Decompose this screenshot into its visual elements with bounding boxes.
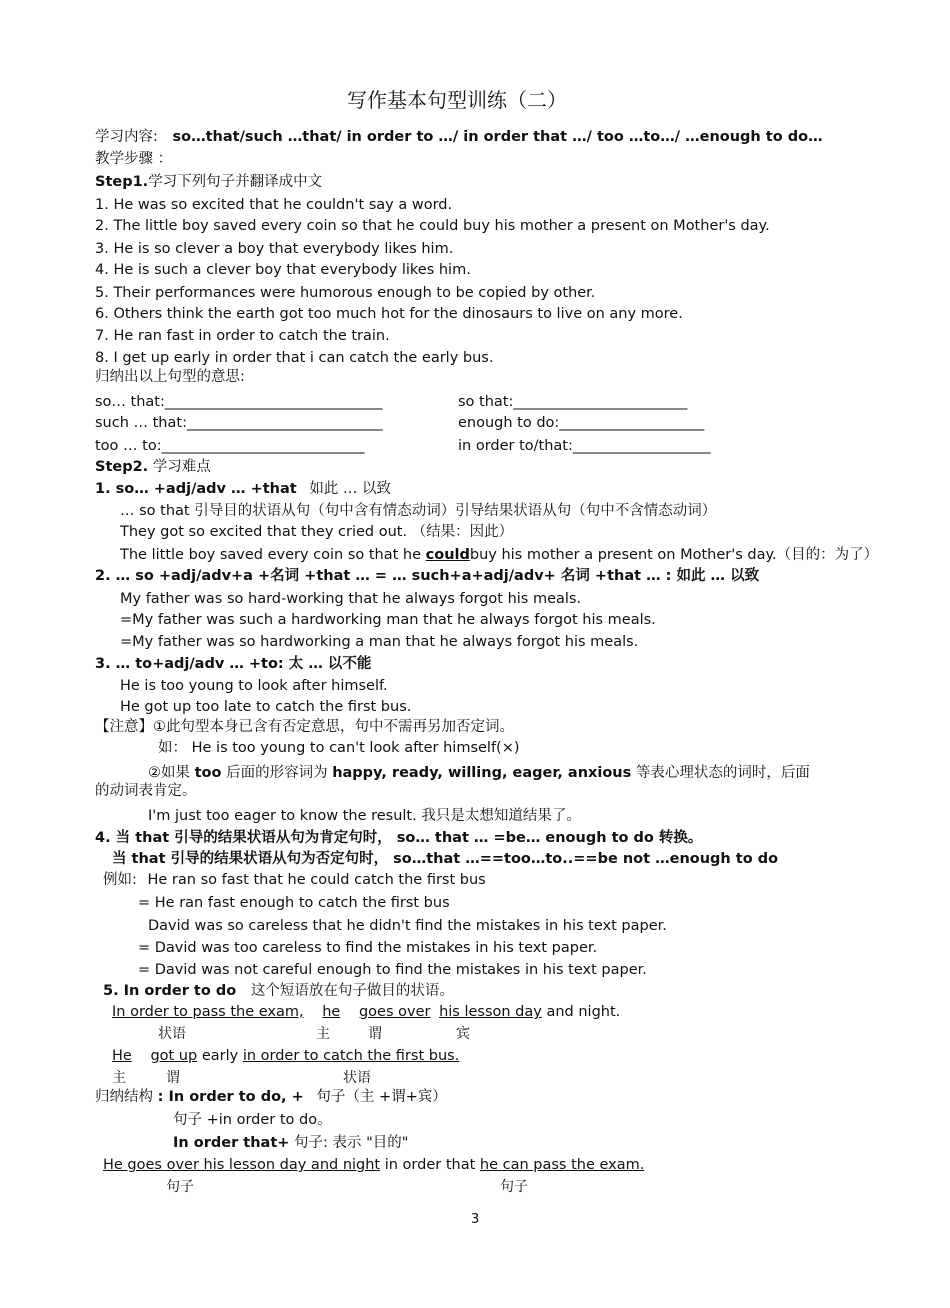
summary-label: 归纳出以上句型的意思: (95, 369, 245, 385)
role-label: 谓 (166, 1070, 180, 1086)
point1-note: … so that 引导目的状语从句（句中含有情态动词）引导结果状语从句（句中不含情态动词） (120, 503, 717, 519)
role-label: 主 (112, 1070, 126, 1086)
point2-example: =My father was such a hardworking man that he always forgot his meals. (120, 612, 656, 628)
blank-in-order-to: in order to/that:___________________ (458, 438, 711, 454)
blank-enough-to-do: enough to do:____________________ (458, 415, 705, 431)
point4-example: = David was too careless to find the mistakes in his text paper. (138, 940, 598, 956)
point5-heading: 5. In order to do 这个短语放在句子做目的状语。 (103, 983, 454, 999)
blank-so-that-purpose: so that:________________________ (458, 394, 688, 410)
point4-example: = He ran fast enough to catch the first bus (138, 895, 450, 911)
step1-sentence: 5. Their performances were humorous enough to be copied by other. (95, 285, 596, 301)
role-label: 句子 (166, 1179, 194, 1195)
step1-sentence: 7. He ran fast in order to catch the train. (95, 328, 390, 344)
step2-heading: Step2. 学习难点 (95, 459, 211, 475)
point2-example: My father was so hard-working that he always forgot his meals. (120, 591, 582, 607)
point3-note2: ②如果 too 后面的形容词为 happy, ready, willing, eager, anxious 等表心理状态的词时，后面 (148, 765, 810, 781)
step1-heading: Step1.学习下列句子并翻译成中文 (95, 174, 323, 190)
step1-sentence: 4. He is such a clever boy that everybody likes him. (95, 262, 471, 278)
blank-such-that: such … that:___________________________ (95, 415, 383, 431)
role-label: 宾 (456, 1026, 470, 1042)
point5-summary3: In order that+ 句子: 表示 "目的" (173, 1135, 409, 1151)
point3-note1-example: 如： He is too young to can't look after himself(×) (158, 740, 520, 756)
page-title: 写作基本句型训练（二） (347, 88, 567, 112)
content-items: so…that/such …that/ in order to …/ in order that …/ too …to…/ …enough to do… (172, 129, 823, 145)
role-label: 谓 (368, 1026, 382, 1042)
point4-example: = David was not careful enough to find the mistakes in his text paper. (138, 962, 647, 978)
blank-so-that-result: so… that:______________________________ (95, 394, 383, 410)
steps-label: 教学步骤 ： (95, 151, 173, 167)
role-label: 状语 (343, 1070, 371, 1086)
point3-note2-cont: 的动词表肯定。 (95, 783, 197, 799)
step1-sentence: 1. He was so excited that he couldn't say a word. (95, 197, 453, 213)
step1-sentence: 3. He is so clever a boy that everybody likes him. (95, 241, 454, 257)
point1-heading: 1. so… +adj/adv … +that 如此 … 以致 (95, 481, 392, 497)
point3-example: He is too young to look after himself. (120, 678, 388, 694)
blank-too-to: too … to:____________________________ (95, 438, 365, 454)
point1-example: The little boy saved every coin so that he couldbuy his mother a present on Mother's day.（目的：为了） (120, 547, 879, 563)
point5-example1: In order to pass the exam, he goes over his lesson day and night. (112, 1004, 621, 1020)
content-line (95, 128, 823, 146)
role-label: 状语 (158, 1026, 186, 1042)
point3-example: He got up too late to catch the first bus. (120, 699, 412, 715)
point4-line2: 当 that 引导的结果状语从句为否定句时， so…that …==too…to..==be not …enough to do (112, 851, 779, 867)
point4-example-intro: 例如: He ran so fast that he could catch the first bus (103, 872, 486, 888)
step1-sentence: 8. I get up early in order that i can catch the early bus. (95, 350, 494, 366)
step1-sentence: 6. Others think the earth got too much hot for the dinosaurs to live on any more. (95, 306, 683, 322)
point5-summary: 归纳结构 : In order to do, + 句子（主 +谓+宾） (95, 1089, 447, 1105)
point4-line1: 4. 当 that 引导的结果状语从句为肯定句时， so… that … =be… enough to do 转换。 (95, 830, 703, 846)
point2-example: =My father was so hardworking a man that he always forgot his meals. (120, 634, 639, 650)
point4-example: David was so careless that he didn't find the mistakes in his text paper. (148, 918, 667, 934)
content-label: 学习内容: (95, 129, 158, 145)
point5-final-example: He goes over his lesson day and night in order that he can pass the exam. (103, 1157, 645, 1173)
page-number: 3 (471, 1212, 480, 1227)
role-label: 句子 (500, 1179, 528, 1195)
point3-note1: 【注意】①此句型本身已含有否定意思，句中不需再另加否定词。 (95, 719, 514, 735)
point5-example2: He got up early in order to catch the first bus. (112, 1048, 460, 1064)
step1-sentence: 2. The little boy saved every coin so that he could buy his mother a present on Mother's day. (95, 218, 770, 234)
point2-heading: 2. … so +adj/adv+a +名词 +that … = … such+a+adj/adv+ 名词 +that … : 如此 … 以致 (95, 568, 760, 584)
point3-heading: 3. … to+adj/adv … +to: 太 … 以不能 (95, 656, 372, 672)
point3-note2-example: I'm just too eager to know the result. 我只是太想知道结果了。 (148, 808, 581, 824)
point1-example: They got so excited that they cried out. （结果：因此） (120, 524, 514, 540)
point5-summary2: 句子 +in order to do。 (173, 1112, 332, 1128)
role-label: 主 (316, 1026, 330, 1042)
could-underlined: could (425, 547, 470, 563)
